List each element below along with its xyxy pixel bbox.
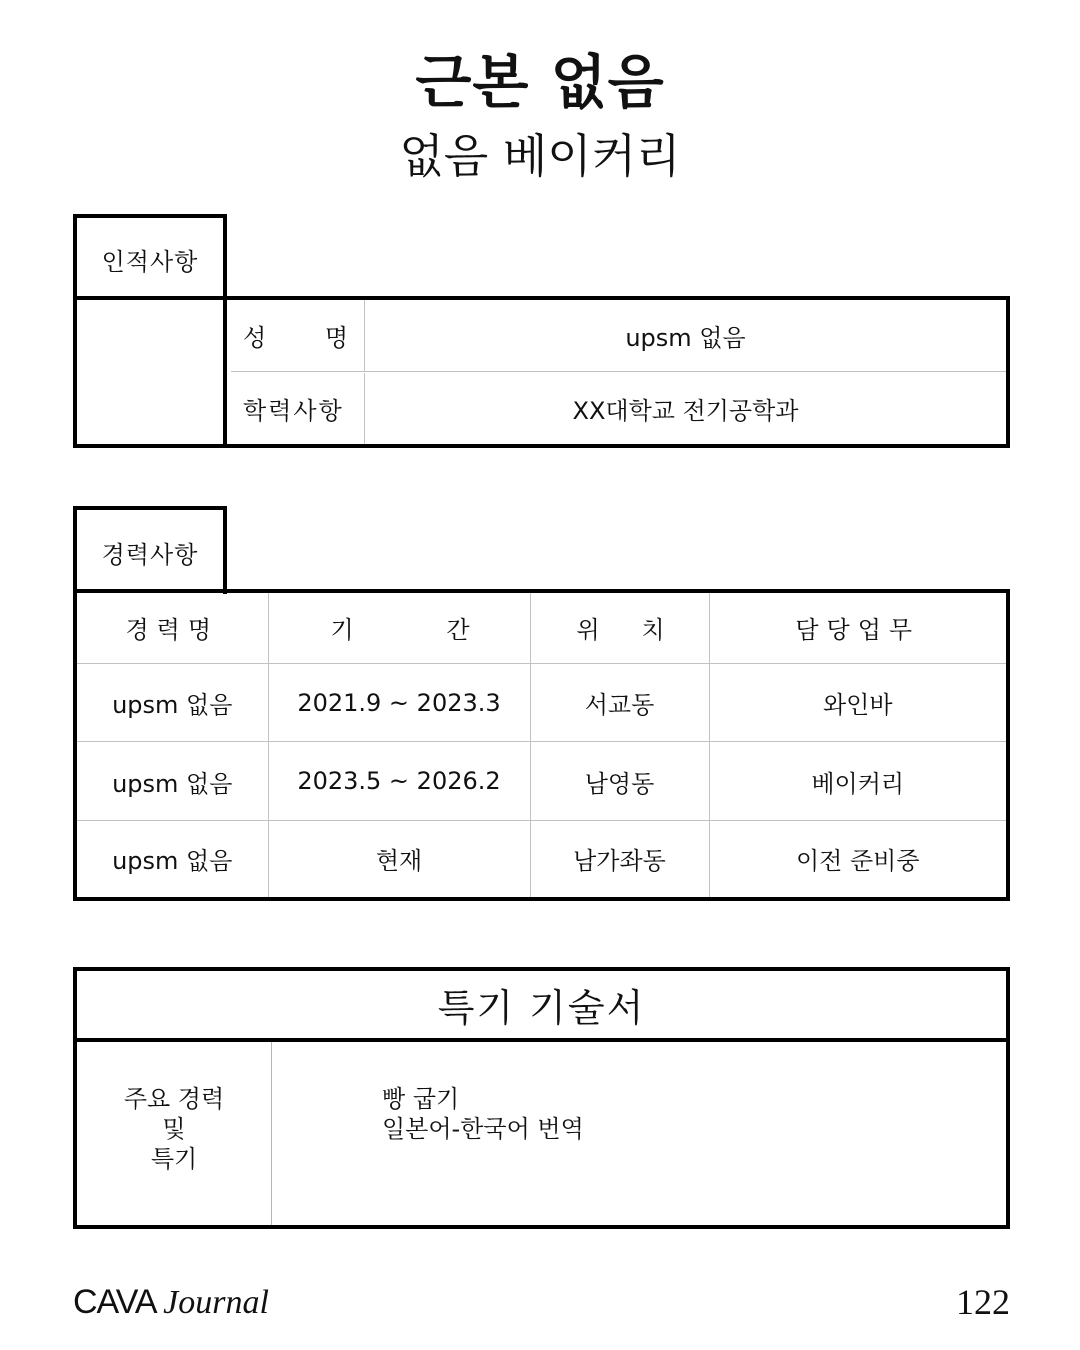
career-period-cell: 2023.5 ~ 2026.2 (268, 742, 530, 821)
header-period-part-2: 간 (446, 616, 470, 645)
table-row (75, 663, 1008, 742)
page-number: 122 (956, 1282, 1010, 1322)
skills-label (77, 1042, 272, 1225)
header-career-name: 경력명 (75, 591, 268, 663)
journal-brand (73, 1280, 269, 1325)
personal-info-tab: 인적사항 (73, 214, 227, 300)
header-period-part-1: 기 (330, 616, 354, 645)
table-row (75, 820, 1008, 899)
skills-statement-box (73, 967, 1010, 1229)
career-name-cell: upsm 없음 (75, 820, 268, 899)
career-duty-cell: 이전 준비중 (709, 820, 1008, 899)
brand-italic: Journal (163, 1284, 269, 1321)
career-name-cell: upsm 없음 (75, 663, 268, 742)
skill-item: 빵 굽기 (382, 1085, 460, 1113)
name-value: upsm 없음 (625, 324, 746, 352)
skills-title: 특기 기술서 (77, 971, 1006, 1042)
skills-label-line: 주요 경력 (123, 1085, 225, 1113)
skill-item: 일본어-한국어 번역 (382, 1115, 584, 1143)
career-header-row (75, 591, 1008, 663)
name-label (231, 300, 365, 371)
education-label: 학력사항 (231, 373, 365, 444)
brand-main: CAVA (73, 1283, 155, 1321)
career-table (73, 589, 1010, 901)
header-duty: 담당업무 (709, 591, 1008, 663)
career-location-cell: 서교동 (530, 663, 709, 742)
header-location (530, 591, 709, 663)
education-row (231, 373, 1006, 444)
career-period-cell: 현재 (268, 820, 530, 899)
name-row (231, 300, 1006, 372)
header-location-part-2: 치 (641, 616, 665, 645)
career-tab: 경력사항 (73, 506, 227, 594)
career-duty-cell: 베이커리 (709, 742, 1008, 821)
skills-label-line: 특기 (150, 1145, 198, 1173)
skills-label-line: 및 (162, 1115, 186, 1143)
name-label-part-2: 명 (324, 324, 350, 352)
header-location-part-1: 위 (576, 616, 600, 645)
page-title: 근본 없음 (415, 48, 665, 116)
education-value: XX대학교 전기공학과 (572, 397, 799, 425)
name-label-part-1: 성 (243, 324, 269, 352)
page-subtitle: 없음 베이커리 (399, 129, 681, 183)
header-period (268, 591, 530, 663)
skills-body (77, 1042, 1006, 1225)
photo-cell (77, 300, 227, 444)
career-name-cell: upsm 없음 (75, 742, 268, 821)
career-location-cell: 남가좌동 (530, 820, 709, 899)
career-period-cell: 2021.9 ~ 2023.3 (268, 663, 530, 742)
skills-content (272, 1042, 1006, 1225)
career-duty-cell: 와인바 (709, 663, 1008, 742)
table-row (75, 742, 1008, 821)
career-location-cell: 남영동 (530, 742, 709, 821)
personal-info-table (73, 296, 1010, 448)
